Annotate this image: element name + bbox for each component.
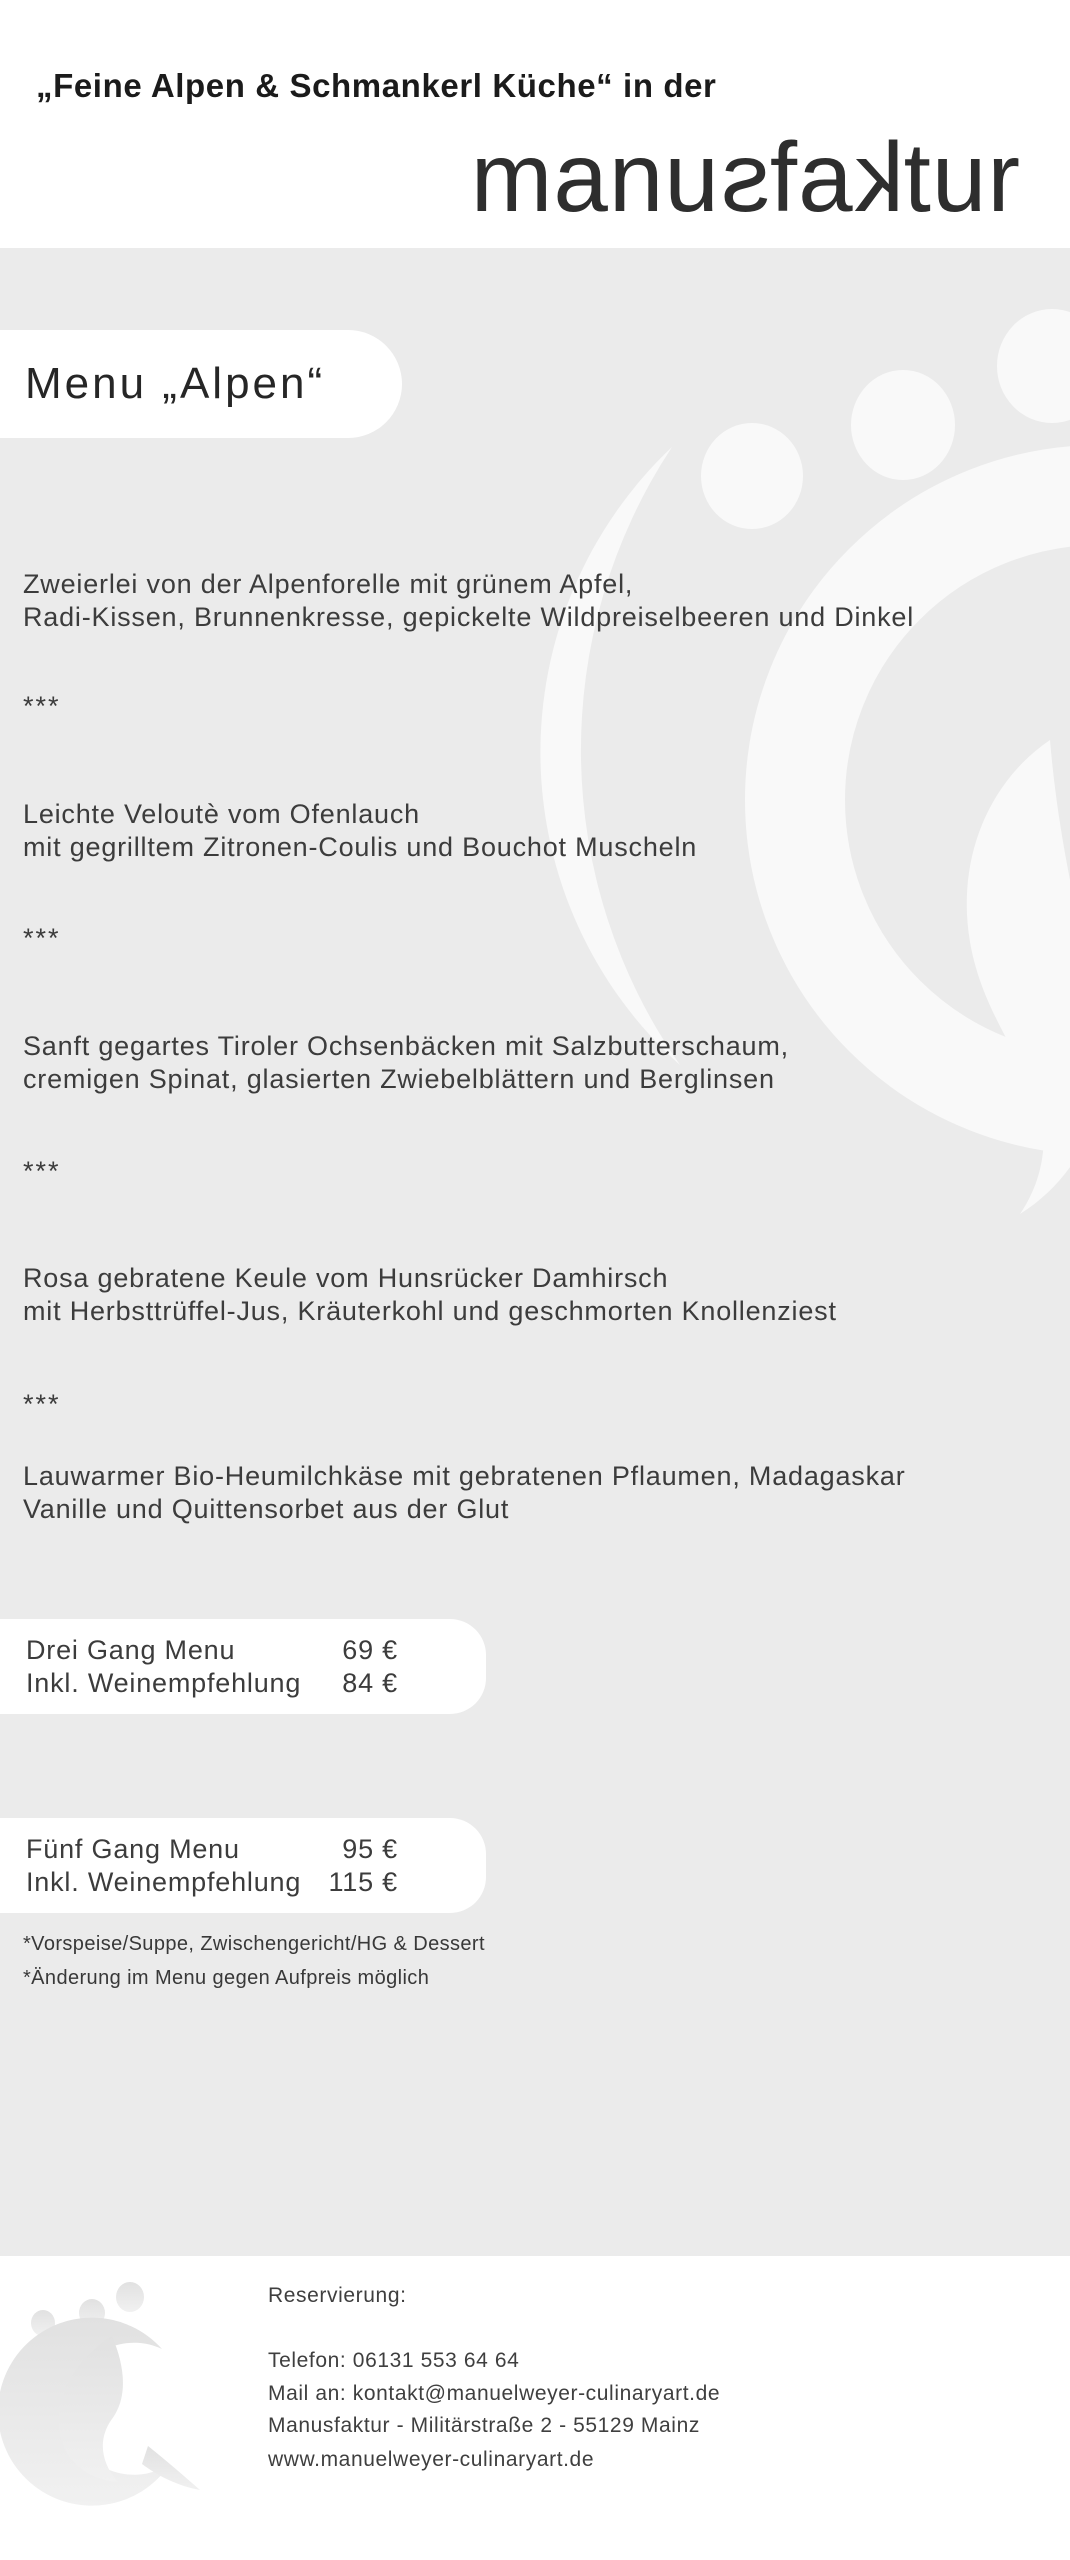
price-label: Fünf Gang Menu [26,1834,240,1864]
course-separator: *** [23,691,61,721]
price-label: Inkl. Weinempfehlung [26,1668,302,1698]
footer-address: Manusfaktur - Militärstraße 2 - 55129 Mainz [268,2414,700,2437]
brand-logo-icon [0,2274,224,2520]
price-card-five-course [0,1818,486,1913]
course-line: Zweierlei von der Alpenforelle mit grünem Apfel, [23,569,634,599]
footer-website: www.manuelweyer-culinaryart.de [268,2448,595,2471]
watermark-dot-icon [701,423,803,529]
menu-title-pill [0,330,402,438]
price-label: Inkl. Weinempfehlung [26,1867,302,1897]
course-line: Rosa gebratene Keule vom Hunsrücker Damhirsch [23,1263,669,1293]
course-line: Sanft gegartes Tiroler Ochsenbäcken mit Salzbutterschaum, [23,1031,789,1061]
course-intermediate [23,1030,943,1096]
course-starter [23,568,943,634]
course-separator: *** [23,923,61,953]
footnote-changes: *Änderung im Menu gegen Aufpreis möglich [23,1967,430,1989]
course-separator: *** [23,1389,61,1419]
footnote-courses: *Vorspeise/Suppe, Zwischengericht/HG & Dessert [23,1933,485,1955]
wordmark-part: manu [470,122,720,232]
course-line: Vanille und Quittensorbet aus der Glut [23,1494,510,1524]
watermark-dot-icon [851,370,955,480]
footer-phone: Telefon: 06131 553 64 64 [268,2349,520,2372]
logo-dot-icon [116,2282,144,2312]
course-line: Lauwarmer Bio-Heumilchkäse mit gebratenen Pflaumen, Madagaskar [23,1461,906,1491]
menu-band [0,248,1070,2256]
brand-wordmark [470,122,1021,232]
course-main [23,1262,943,1328]
price-value: 115 € [328,1867,398,1897]
header-band [0,0,1070,248]
price-row [26,1634,398,1667]
course-line: mit gegrilltem Zitronen-Coulis und Bouchot Muscheln [23,832,698,862]
price-row [26,1866,398,1899]
course-separator: *** [23,1156,61,1186]
price-card-three-course [0,1619,486,1714]
course-line: mit Herbsttrüffel-Jus, Kräuterkohl und geschmorten Knollenziest [23,1296,837,1326]
watermark-dot-icon [997,309,1070,423]
course-line: cremigen Spinat, glasierten Zwiebelblättern und Berglinsen [23,1064,775,1094]
price-value: 69 € [342,1635,398,1665]
watermark-thin-crescent [540,447,680,1065]
price-row [26,1833,398,1866]
price-row [26,1667,398,1700]
price-value: 95 € [342,1834,398,1864]
wordmark-mirrored-s: s [719,122,770,232]
wordmark-part: tur [903,122,1021,232]
wordmark-mirrored-k: k [853,122,904,232]
footer-email: Mail an: kontakt@manuelweyer-culinaryart.de [268,2382,721,2405]
course-line: Leichte Veloutè vom Ofenlauch [23,799,420,829]
course-line: Radi-Kissen, Brunnenkresse, gepickelte Wildpreiselbeeren und Dinkel [23,602,915,632]
price-label: Drei Gang Menu [26,1635,236,1665]
restaurant-tagline: „Feine Alpen & Schmankerl Küche“ in der [36,67,717,104]
menu-title: Menu „Alpen“ [25,359,326,408]
wordmark-part: fa [769,122,854,232]
footer-band [0,2256,1070,2560]
course-soup [23,798,943,864]
reservation-label: Reservierung: [268,2284,407,2307]
course-dessert [23,1460,943,1526]
price-value: 84 € [342,1668,398,1698]
